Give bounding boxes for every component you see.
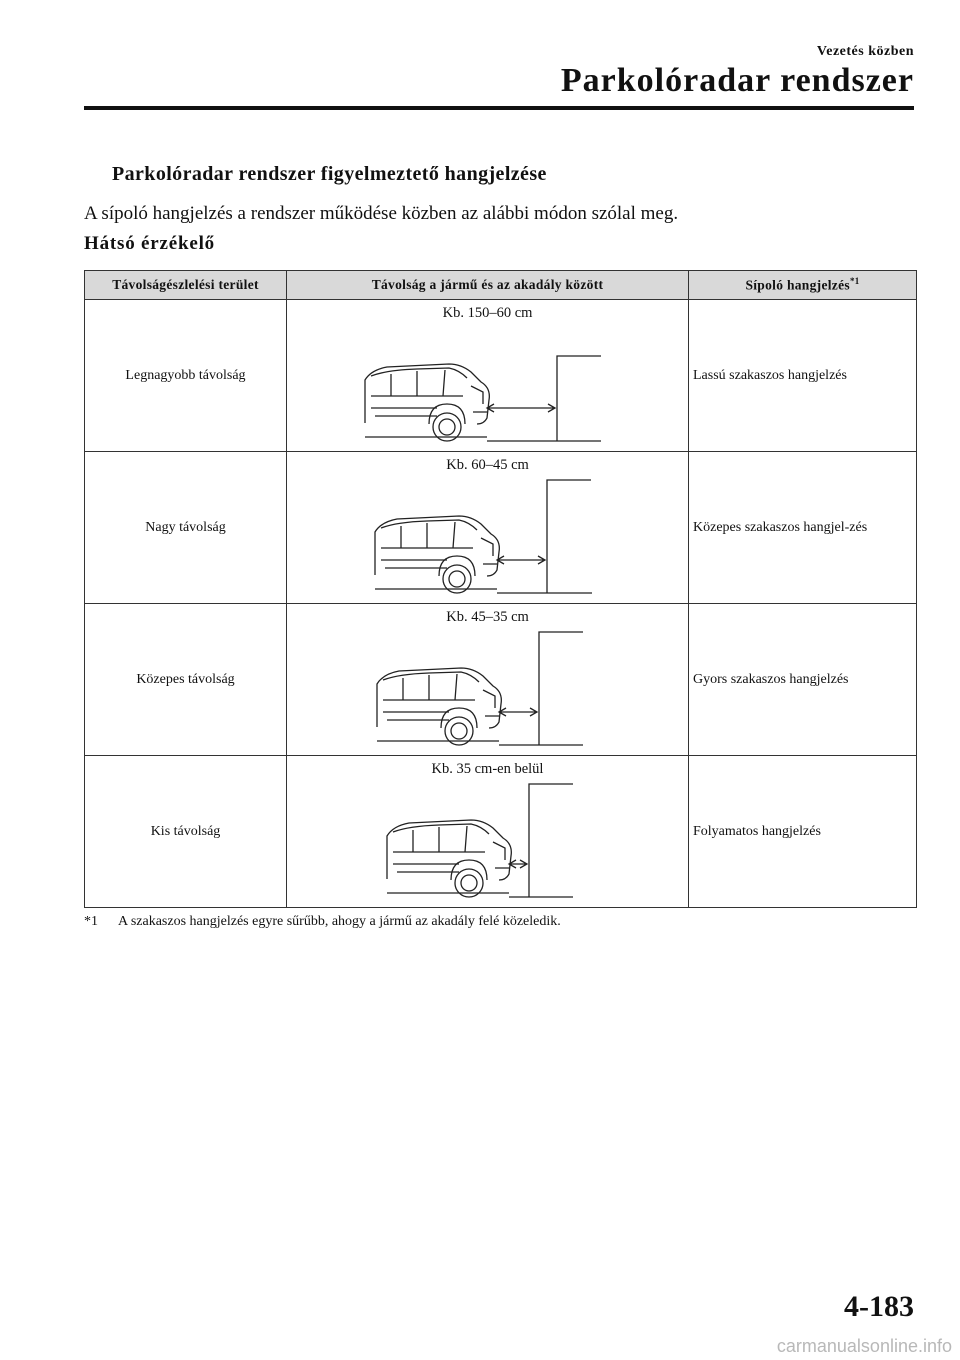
area-cell: Nagy távolság: [85, 452, 287, 604]
area-cell: Kis távolság: [85, 756, 287, 908]
area-cell: Közepes távolság: [85, 604, 287, 756]
distance-cell: [287, 452, 689, 604]
car-distance-diagram: [287, 756, 689, 905]
car-distance-diagram: [287, 300, 689, 449]
header-beep-footnote-mark: *1: [849, 276, 860, 287]
beep-cell: Folyamatos hangjelzés: [689, 756, 917, 908]
intro-paragraph: A sípoló hangjelzés a rendszer működése közben az alábbi módon szólal meg.: [84, 203, 679, 224]
car-icon: [377, 668, 501, 745]
watermark: carmanualsonline.info: [776, 1336, 952, 1356]
distance-range: Kb. 35 cm-en belül: [431, 761, 544, 777]
header-beep-label: Sípoló hangjelzés: [745, 277, 850, 293]
distance-range: Kb. 150–60 cm: [442, 305, 533, 321]
beep-cell: Közepes szakaszos hangjel-zés: [689, 452, 917, 604]
car-distance-diagram: [287, 604, 689, 753]
car-distance-diagram: [287, 452, 689, 601]
obstacle-wall: [539, 632, 583, 745]
header-area: Távolságészlelési terület: [85, 271, 287, 300]
area-cell: Legnagyobb távolság: [85, 300, 287, 452]
distance-cell: [287, 300, 689, 452]
table-header-row: [85, 271, 917, 300]
table-row: [85, 300, 917, 452]
rear-sensor-subheading: Hátsó érzékelő: [84, 233, 215, 254]
header-rule: [84, 106, 914, 110]
distance-range: Kb. 60–45 cm: [446, 457, 529, 473]
car-icon: [375, 516, 499, 593]
header-beep: [689, 271, 917, 300]
distance-arrow: [509, 860, 527, 868]
beep-cell: Gyors szakaszos hangjelzés: [689, 604, 917, 756]
obstacle-wall: [529, 784, 573, 897]
distance-range: Kb. 45–35 cm: [446, 609, 529, 625]
page-title: Parkolóradar rendszer: [560, 62, 914, 99]
car-icon: [387, 820, 511, 897]
table-row: [85, 452, 917, 604]
footnote-mark: *1: [84, 914, 98, 929]
obstacle-wall: [547, 480, 591, 593]
distance-arrow: [499, 708, 537, 716]
distance-arrow: [487, 404, 555, 412]
header-distance: Távolság a jármű és az akadály között: [287, 271, 689, 300]
distance-arrow: [497, 556, 545, 564]
footnote-text: A szakaszos hangjelzés egyre sűrűbb, ahogy a jármű az akadály felé közeledik.: [118, 914, 561, 929]
table-row: [85, 756, 917, 908]
page-number: 4-183: [844, 1290, 914, 1323]
table-row: [85, 604, 917, 756]
distance-cell: [287, 604, 689, 756]
section-heading: Parkolóradar rendszer figyelmeztető hangjelzése: [112, 163, 547, 185]
beep-cell: Lassú szakaszos hangjelzés: [689, 300, 917, 452]
distance-cell: [287, 756, 689, 908]
car-icon: [365, 364, 489, 441]
warning-sound-table: [84, 270, 917, 908]
obstacle-wall: [557, 356, 601, 441]
header-section-label: Vezetés közben: [816, 44, 914, 59]
footnote: [84, 914, 561, 930]
